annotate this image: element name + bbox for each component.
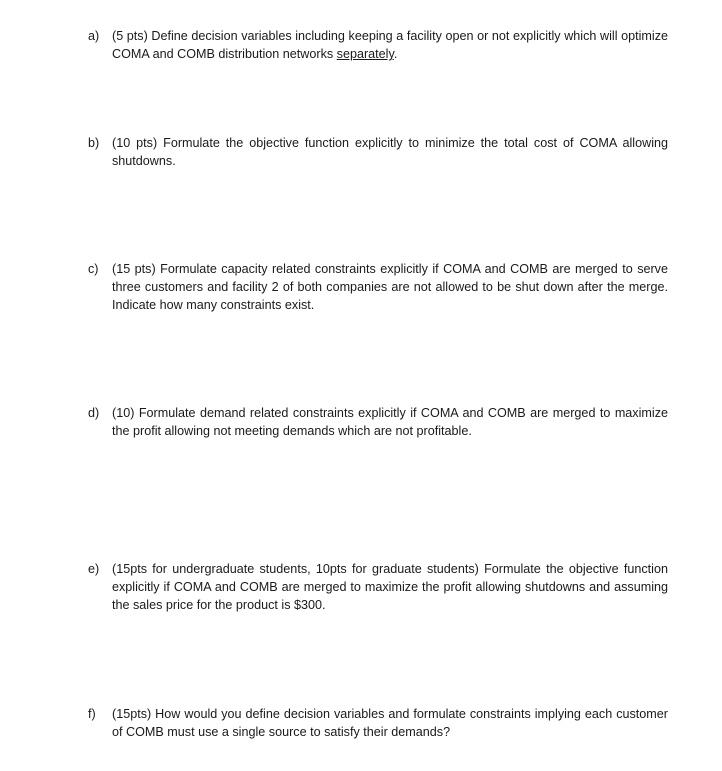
question-c-text: (15 pts) Formulate capacity related constraints explicitly if COMA and COMB are merged to serve three customers and facility 2 of both companies are not allowed to be shut down after the merge. Indicate how many constraints exist. (112, 262, 668, 312)
question-a (88, 27, 668, 63)
question-a-label: a) (88, 29, 100, 43)
question-b-text: (10 pts) Formulate the objective function explicitly to minimize the total cost of COMA allowing shutdowns. (112, 136, 668, 168)
question-d-text: (10) Formulate demand related constraints explicitly if COMA and COMB are merged to maximize the profit allowing not meeting demands which are not profitable. (112, 406, 668, 438)
question-b-label: b) (88, 136, 100, 150)
question-e-label: e) (88, 562, 100, 576)
question-d-label: d) (88, 406, 100, 420)
question-e (88, 560, 668, 614)
question-e-text: (15pts for undergraduate students, 10pts for graduate students) Formulate the objective function explicitly if COMA and COMB are merged to maximize the profit allowing shutdowns and assuming the sales price for the product is $300. (112, 562, 668, 612)
question-a-underlined-word: separately (336, 47, 394, 61)
question-a-body: (5 pts) Define decision variables including keeping a facility open or not explicitly which will optimize COMA and COMB distribution networks (112, 29, 668, 61)
question-a-text (112, 27, 668, 63)
question-d (88, 404, 668, 440)
question-a-period: . (393, 47, 398, 61)
question-c-label: c) (88, 262, 99, 276)
question-c (88, 260, 668, 314)
question-f-text: (15pts) How would you define decision variables and formulate constraints implying each customer of COMB must use a single source to satisfy their demands? (112, 707, 668, 739)
question-f (88, 705, 668, 741)
question-f-label: f) (88, 707, 96, 721)
question-b (88, 134, 668, 170)
